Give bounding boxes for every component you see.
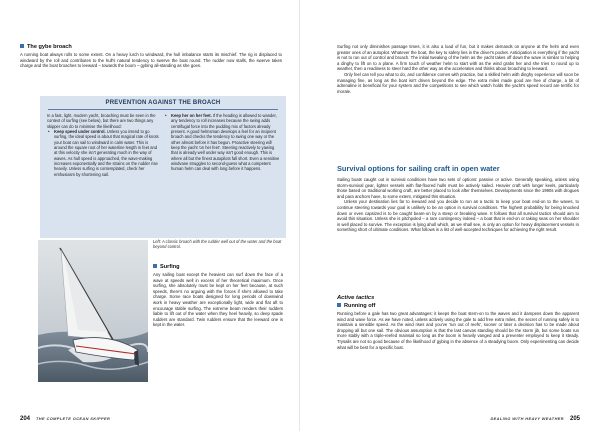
box-column-2 [164, 113, 280, 172]
broach-photo [38, 240, 148, 382]
sailboat-broach-image [38, 240, 148, 382]
box-title: PREVENTION AGAINST THE BROACH [105, 100, 221, 106]
box-bullet-feet: • Keep her on her feet. If the heading is allowed to wander, any tendency to roll increases because the swing adds centrifugal force into the pudding mix of factors already present. A good helmsman develops a feel for an incipient broach and checks the tendency to swing one way or the other almost before it has begun. Proactive steering will keep the yacht 'on her feet'. Steering reactively to yawing that is already well under way isn't good enough. This is where all but the finest autopilots fall short. Even a sensitive windvane struggles to second-guess what a competent human helm can deal with long before it happens. [164, 113, 280, 172]
running-off-paragraph: Running before a gale has two great advantages: it keeps the boat stern-on to the waves and it dampens down the apparent wind and wave force. As we have noted, unless actively using the gale to add free extra miles, the secret of running safely is to maintain a sensible speed. As the wind rises and you've 'run out of reefs', sooner or later a decision has to be made about dropping all but one sail. The obvious assumption is that the last canvas standing should be the storm jib, but some boats run more stably with a triple-reefed mainsail so long as the boom is heavily vanged and a preventer employed to keep it steady. Trysails are not so good because of the likelihood of gybing in the absence of a steadying boom. Only experimenting can decide what will be best for a specific boat. [337, 311, 579, 350]
page-number: 204 [20, 416, 31, 422]
active-tactics-heading: Active tactics [337, 295, 375, 301]
book-title: DEALING WITH HEAVY WEATHER [490, 416, 564, 421]
box-intro: In a fast, light, modern yacht, broaching must be seen in the context of surfing (see below), but there are two things any skipper can do to minimise the likelihood: [47, 113, 156, 129]
gybe-broach-section [20, 44, 282, 69]
gybe-heading: The gybe broach [20, 44, 282, 51]
gybe-paragraph: A running boat always rolls to some extent. On a heavy lurch to windward, the hull imbalance starts its mischief. The rig is displaced to windward by the roll and contributes to the hull's natural tendency to swerve the boat round. The rudder now stalls, the swerve takes charge and the boat broaches to leeward – towards the boom – gybing all-standing as she goes. [20, 52, 282, 69]
survival-paragraph: Unless your destination lies far to leeward and you decide to run as a tactic to keep your boat end-on to the waves, to continue steering towards your goal is unlikely to be an option in survival conditions. The highest probability for being knocked down or even capsized is to be caught beam-on by a steep or breaking wave. It follows that all survival tactics should aim to avoid this situation. Unless she is pitchpoled – a rare contingency indeed – a boat that is end-on or taking seas on her shoulder is well placed to survive. The exception is lying ahull which, as we shall see, is only an option for heavy displacement vessels in something short of ultimate conditions. What follows is a list of well-accepted techniques for achieving the right result. [337, 199, 579, 233]
box-divider [48, 109, 278, 110]
right-page [300, 0, 600, 431]
prevention-box [40, 96, 286, 238]
square-bullet-icon [337, 303, 341, 307]
left-footer [20, 416, 110, 422]
running-off-heading: Running off [337, 303, 579, 310]
survival-heading: Survival options for sailing craft in open water [337, 164, 500, 173]
survival-options-section [337, 164, 579, 233]
square-bullet-icon [153, 264, 157, 268]
intro-paragraph: Only feel can tell you what to do, and confidence comes with practice, but a skilled helm with dinghy experience will soon be managing fine, as long as the boat isn't driven beyond the edge. The extra miles made good are free of charge, a bit of adrenaline is beneficial for your system and the competitions to see which watch holds the yacht's speed record are terrific for morale. [337, 71, 579, 94]
surfing-section [153, 264, 283, 328]
active-tactics-section [337, 295, 579, 350]
surfing-paragraph: Any sailing boat except the heaviest can surf down the face of a wave at speeds well in excess of her theoretical maximum. Once surfing, she absolutely must be kept on her feet because, at such speeds, there's no arguing with the forces if she's allowed to take charge. Some race boats designed for long periods of downwind work in heavy weather are exceptionally light, wide and flat aft to encourage stable surfing. The extreme beam renders their rudders liable to lift out of the water when they heel heavily, so deep spade rudders are standard. Twin rudders ensure that the leeward one is kept in the water. [153, 272, 283, 328]
surfing-continuation [337, 44, 579, 94]
box-column-1 [47, 113, 159, 177]
book-title: THE COMPLETE OCEAN SKIPPER [36, 416, 111, 421]
intro-paragraph: Surfing not only diminishes passage times, it is also a load of fun, but it makes demands on anyone at the helm and even greater ones of an autopilot. Whatever the boat, the key to safety lies in the driver's pocket. Anticipation is everything if the yacht is not to run out of control and broach. The initial tweaking of the helm as the yacht takes off down the wave is similar to helping a dinghy to lift on to a plane. A firm touch of weather helm to start with as the wind grabs her and she tries to round up to weather, then a readiness to steer hard the other way as she accelerates and thinks about broaching to leeward. [337, 44, 579, 72]
survival-paragraph: Sailing boats caught out in survival conditions have two sets of options: passive or active. Generally speaking, unless using storm-survival gear, lighter vessels with flat-floored hulls must be actively sailed. Heavier craft with longer keels, particularly those based on traditional working craft, are better placed to look after themselves. Developments since the 1990s with drogues and para anchors have, to some extent, mitigated this situation. [337, 177, 579, 199]
photo-caption: Left: A classic broach with the rudder well out of the water and the boat beyond control. [153, 239, 282, 250]
box-bullet-speed: • Keep speed under control. Unless you intend to go surfing, the ideal speed is about that magical rate of knots your boat can sail to windward in calm water. This is around the square root of her waterline length in feet and at this velocity she isn't generating much in the way of waves. As hull speed is approached, the wave-making increases exponentially and the strains on the rudder rise heavily. Unless surfing is contemplated, check her enthusiasm by shortening sail. [47, 129, 159, 177]
right-footer [490, 416, 580, 422]
surfing-heading: Surfing [153, 264, 283, 271]
page-number: 205 [569, 416, 580, 422]
square-bullet-icon [20, 44, 24, 48]
